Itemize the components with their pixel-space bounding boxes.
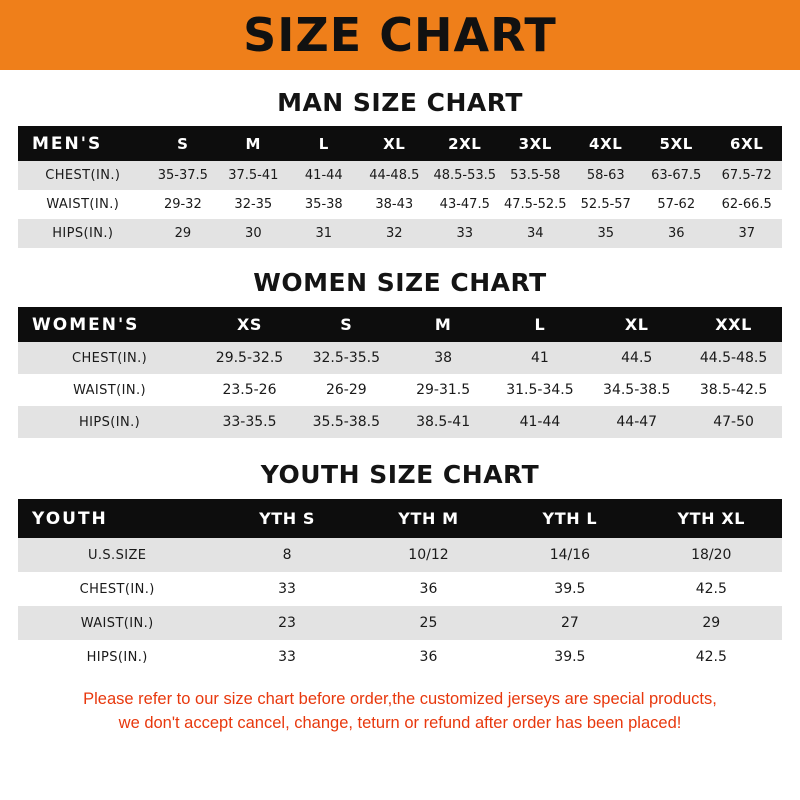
- table-row: [18, 219, 782, 248]
- cell: 44-48.5: [359, 161, 429, 190]
- youth-section-title: YOUTH SIZE CHART: [260, 460, 540, 489]
- col-header-xs: XS: [236, 315, 263, 334]
- cell: 34: [500, 219, 570, 248]
- cell: 63-67.5: [641, 161, 711, 190]
- cell: 42.5: [641, 572, 782, 606]
- table-header-row: [18, 499, 782, 538]
- row-label-us-size: U.S.SIZE: [18, 538, 216, 572]
- cell: 35: [571, 219, 641, 248]
- table-header-row: [18, 307, 782, 342]
- col-header-youth: YOUTH: [32, 508, 108, 529]
- women-size-table: [18, 307, 782, 438]
- page-title: SIZE CHART: [243, 8, 557, 62]
- cell: 44.5-48.5: [685, 342, 782, 374]
- col-header-l: L: [318, 134, 329, 153]
- cell: 35.5-38.5: [298, 406, 395, 438]
- cell: 33: [216, 572, 357, 606]
- col-header-mens: MEN'S: [32, 133, 103, 154]
- col-header-2xl: 2XL: [448, 134, 482, 153]
- cell: 37.5-41: [218, 161, 288, 190]
- col-header-3xl: 3XL: [518, 134, 552, 153]
- col-header-yth-xl: YTH XL: [677, 509, 746, 528]
- cell: 29: [641, 606, 782, 640]
- table-row: [18, 406, 782, 438]
- cell: 44-47: [588, 406, 685, 438]
- cell: 23: [216, 606, 357, 640]
- cell: 38: [395, 342, 492, 374]
- cell: 38.5-42.5: [685, 374, 782, 406]
- cell: 35-38: [289, 190, 359, 219]
- cell: 32.5-35.5: [298, 342, 395, 374]
- col-header-xxl: XXL: [715, 315, 752, 334]
- cell: 14/16: [499, 538, 640, 572]
- cell: 42.5: [641, 640, 782, 674]
- cell: 29-31.5: [395, 374, 492, 406]
- table-row: [18, 538, 782, 572]
- cell: 53.5-58: [500, 161, 570, 190]
- cell: 18/20: [641, 538, 782, 572]
- col-header-yth-l: YTH L: [542, 509, 598, 528]
- table-row: [18, 374, 782, 406]
- cell: 67.5-72: [711, 161, 782, 190]
- cell: 52.5-57: [571, 190, 641, 219]
- row-label-chest: CHEST(IN.): [18, 342, 201, 374]
- row-label-hips: HIPS(IN.): [18, 406, 201, 438]
- footnote-line-1: Please refer to our size chart before order,the customized jerseys are special products,: [83, 690, 717, 708]
- cell: 33-35.5: [201, 406, 298, 438]
- cell: 39.5: [499, 640, 640, 674]
- cell: 47.5-52.5: [500, 190, 570, 219]
- cell: 29: [148, 219, 218, 248]
- cell: 38.5-41: [395, 406, 492, 438]
- col-header-s: S: [177, 134, 189, 153]
- table-row: [18, 342, 782, 374]
- col-header-4xl: 4XL: [589, 134, 623, 153]
- cell: 43-47.5: [430, 190, 500, 219]
- cell: 30: [218, 219, 288, 248]
- cell: 41-44: [492, 406, 589, 438]
- table-row: [18, 161, 782, 190]
- col-header-yth-m: YTH M: [398, 509, 459, 528]
- cell: 26-29: [298, 374, 395, 406]
- women-section-title: WOMEN SIZE CHART: [253, 268, 547, 297]
- table-row: [18, 190, 782, 219]
- cell: 36: [641, 219, 711, 248]
- table-row: [18, 640, 782, 674]
- col-header-m: M: [434, 315, 452, 334]
- man-section-title: MAN SIZE CHART: [277, 88, 523, 117]
- row-label-hips: HIPS(IN.): [18, 640, 216, 674]
- row-label-hips: HIPS(IN.): [18, 219, 148, 248]
- cell: 41: [492, 342, 589, 374]
- row-label-waist: WAIST(IN.): [18, 190, 148, 219]
- col-header-6xl: 6XL: [730, 134, 764, 153]
- cell: 23.5-26: [201, 374, 298, 406]
- row-label-waist: WAIST(IN.): [18, 374, 201, 406]
- cell: 33: [216, 640, 357, 674]
- cell: 29-32: [148, 190, 218, 219]
- col-header-xl: XL: [624, 315, 649, 334]
- cell: 32-35: [218, 190, 288, 219]
- cell: 58-63: [571, 161, 641, 190]
- cell: 27: [499, 606, 640, 640]
- cell: 36: [358, 640, 499, 674]
- cell: 41-44: [289, 161, 359, 190]
- man-size-table: [18, 126, 782, 248]
- cell: 29.5-32.5: [201, 342, 298, 374]
- row-label-chest: CHEST(IN.): [18, 161, 148, 190]
- table-header-row: [18, 126, 782, 161]
- banner-left-block: [0, 0, 60, 70]
- col-header-xl: XL: [383, 134, 406, 153]
- header-banner: [0, 0, 800, 70]
- footnote-line-2: we don't accept cancel, change, teturn or refund after order has been placed!: [118, 713, 682, 732]
- banner-right-block: [740, 0, 800, 70]
- cell: 38-43: [359, 190, 429, 219]
- cell: 33: [430, 219, 500, 248]
- cell: 36: [358, 572, 499, 606]
- cell: 10/12: [358, 538, 499, 572]
- cell: 8: [216, 538, 357, 572]
- cell: 62-66.5: [711, 190, 782, 219]
- cell: 57-62: [641, 190, 711, 219]
- row-label-waist: WAIST(IN.): [18, 606, 216, 640]
- cell: 31: [289, 219, 359, 248]
- cell: 35-37.5: [148, 161, 218, 190]
- cell: 44.5: [588, 342, 685, 374]
- cell: 25: [358, 606, 499, 640]
- col-header-yth-s: YTH S: [259, 509, 316, 528]
- col-header-l: L: [534, 315, 546, 334]
- cell: 31.5-34.5: [492, 374, 589, 406]
- cell: 37: [711, 219, 782, 248]
- table-row: [18, 572, 782, 606]
- cell: 32: [359, 219, 429, 248]
- col-header-m: M: [245, 134, 262, 153]
- content-area: [0, 70, 800, 800]
- youth-size-table: [18, 499, 782, 674]
- col-header-womens: WOMEN'S: [32, 314, 140, 335]
- row-label-chest: CHEST(IN.): [18, 572, 216, 606]
- cell: 48.5-53.5: [430, 161, 500, 190]
- col-header-s: S: [340, 315, 353, 334]
- table-row: [18, 606, 782, 640]
- cell: 47-50: [685, 406, 782, 438]
- footnote: [24, 688, 776, 736]
- col-header-5xl: 5XL: [659, 134, 693, 153]
- cell: 39.5: [499, 572, 640, 606]
- cell: 34.5-38.5: [588, 374, 685, 406]
